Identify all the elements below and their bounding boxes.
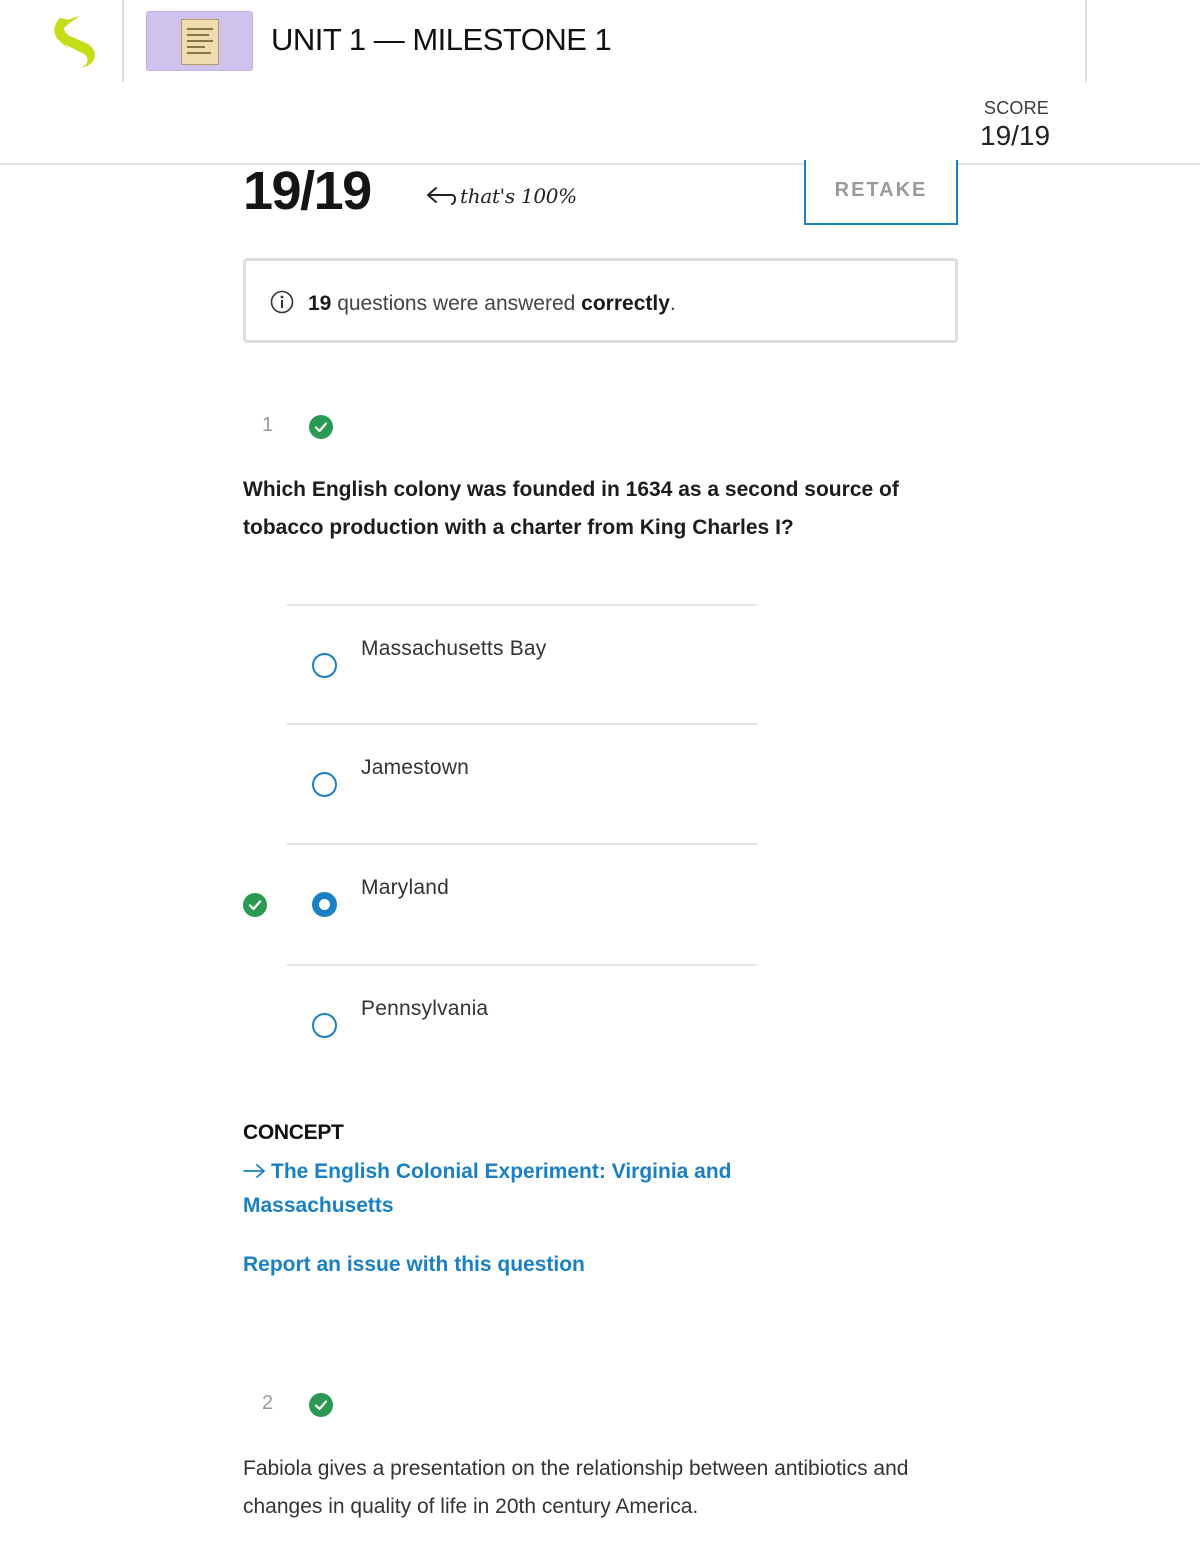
summary-text: 19 questions were answered correctly. xyxy=(308,292,676,315)
concept-heading: CONCEPT xyxy=(243,1121,344,1144)
correct-word: correctly xyxy=(581,292,670,315)
top-bar xyxy=(0,0,1200,165)
option-radio[interactable] xyxy=(312,1013,337,1038)
curved-arrow-left-icon xyxy=(424,185,456,207)
option-divider xyxy=(287,843,757,845)
score-value: 19/19 xyxy=(980,120,1051,151)
results-summary-box xyxy=(243,258,958,343)
question-text: Fabiola gives a presentation on the relationship between antibiotics and changes in quality of life in 20th century America. xyxy=(243,1457,909,1518)
question-text: Which English colony was founded in 1634 as a second source of tobacco production with a charter from King Charles I? xyxy=(243,478,899,539)
option-label[interactable]: Maryland xyxy=(361,876,449,899)
header-bottom-rule xyxy=(0,163,1200,165)
correct-count: 19 xyxy=(308,292,332,315)
header-divider xyxy=(1085,0,1087,82)
question-number: 2 xyxy=(262,1392,274,1414)
report-issue-link[interactable]: Report an issue with this question xyxy=(243,1253,585,1276)
unit-thumbnail xyxy=(146,11,253,71)
option-radio[interactable] xyxy=(312,772,337,797)
question-number: 1 xyxy=(262,414,274,436)
option-label[interactable]: Jamestown xyxy=(361,756,470,779)
concept-link[interactable] xyxy=(243,1155,843,1223)
option-radio-selected[interactable] xyxy=(312,892,337,917)
correct-check-icon xyxy=(309,415,333,439)
correct-check-icon xyxy=(309,1393,333,1417)
sophia-logo-icon[interactable] xyxy=(50,14,100,70)
concept-link-text[interactable]: The English Colonial Experiment: Virginia and Massachusetts xyxy=(243,1160,732,1217)
arrow-right-icon xyxy=(243,1163,267,1179)
option-divider xyxy=(287,723,757,725)
score-annotation xyxy=(424,184,577,208)
score-label: SCORE xyxy=(984,98,1050,118)
unit-title: UNIT 1 — MILESTONE 1 xyxy=(271,22,612,57)
option-label[interactable]: Massachusetts Bay xyxy=(361,637,547,660)
option-divider xyxy=(287,964,757,966)
correct-answer-check-icon xyxy=(243,893,267,917)
annotation-text: that's 100% xyxy=(460,184,577,208)
scroll-icon xyxy=(181,19,219,65)
big-score: 19/19 xyxy=(243,161,371,221)
option-divider xyxy=(287,604,757,606)
option-radio[interactable] xyxy=(312,653,337,678)
option-label[interactable]: Pennsylvania xyxy=(361,997,489,1020)
retake-button[interactable]: RETAKE xyxy=(804,160,958,225)
header-divider xyxy=(122,0,124,82)
info-icon xyxy=(270,290,294,314)
